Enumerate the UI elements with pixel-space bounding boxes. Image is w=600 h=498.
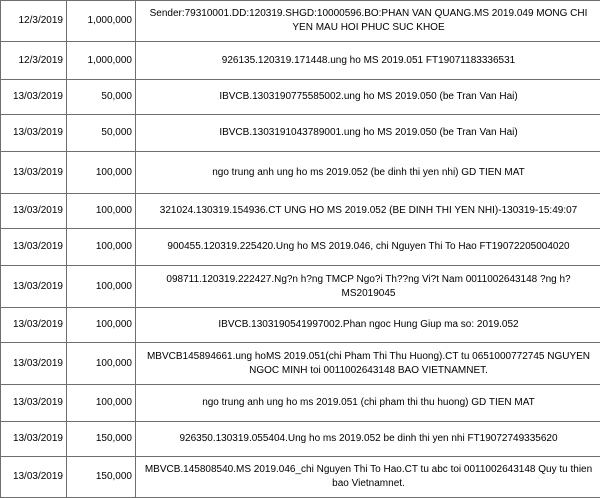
- amount-cell: 100,000: [67, 229, 136, 266]
- description-cell: MBVCB.145808540.MS 2019.046_chi Nguyen Thi To Hao.CT tu abc toi 0011002643148 Quy tu thien bao Vietnamnet.: [136, 457, 600, 498]
- amount-cell: 100,000: [67, 343, 136, 385]
- description-cell: IBVCB.1303190775585002.ung ho MS 2019.050 (be Tran Van Hai): [136, 80, 600, 115]
- date-cell: 13/03/2019: [1, 115, 67, 152]
- table-row: [1, 422, 600, 457]
- table-row: [1, 308, 600, 343]
- date-cell: 12/3/2019: [1, 42, 67, 80]
- description-cell: 321024.130319.154936.CT UNG HO MS 2019.052 (BE DINH THI YEN NHI)-130319-15:49:07: [136, 194, 600, 229]
- amount-cell: 100,000: [67, 194, 136, 229]
- table-row: [1, 42, 600, 80]
- table-row: [1, 1, 600, 42]
- date-cell: 13/03/2019: [1, 385, 67, 422]
- amount-cell: 50,000: [67, 80, 136, 115]
- date-cell: 13/03/2019: [1, 266, 67, 308]
- date-cell: 13/03/2019: [1, 457, 67, 498]
- date-cell: 13/03/2019: [1, 229, 67, 266]
- description-cell: IBVCB.1303190541997002.Phan ngoc Hung Giup ma so: 2019.052: [136, 308, 600, 343]
- amount-cell: 100,000: [67, 266, 136, 308]
- amount-cell: 1,000,000: [67, 42, 136, 80]
- amount-cell: 50,000: [67, 115, 136, 152]
- table-row: [1, 115, 600, 152]
- date-cell: 13/03/2019: [1, 152, 67, 194]
- table-row: [1, 152, 600, 194]
- date-cell: 13/03/2019: [1, 422, 67, 457]
- date-cell: 13/03/2019: [1, 194, 67, 229]
- table-row: [1, 343, 600, 385]
- date-cell: 13/03/2019: [1, 343, 67, 385]
- amount-cell: 100,000: [67, 152, 136, 194]
- table-row: [1, 194, 600, 229]
- table-row: [1, 229, 600, 266]
- date-cell: 13/03/2019: [1, 80, 67, 115]
- description-cell: 926350.130319.055404.Ung ho ms 2019.052 be dinh thi yen nhi FT19072749335620: [136, 422, 600, 457]
- date-cell: 12/3/2019: [1, 1, 67, 42]
- description-cell: IBVCB.1303191043789001.ung ho MS 2019.050 (be Tran Van Hai): [136, 115, 600, 152]
- amount-cell: 100,000: [67, 385, 136, 422]
- amount-cell: 150,000: [67, 457, 136, 498]
- table-row: [1, 80, 600, 115]
- description-cell: ngo trung anh ung ho ms 2019.052 (be dinh thi yen nhi) GD TIEN MAT: [136, 152, 600, 194]
- description-cell: MBVCB145894661.ung hoMS 2019.051(chi Pham Thi Thu Huong).CT tu 0651000772745 NGUYEN NGOC MINH toi 0011002643148 BAO VIETNAMNET.: [136, 343, 600, 385]
- description-cell: 926135.120319.171448.ung ho MS 2019.051 FT19071183336531: [136, 42, 600, 80]
- amount-cell: 150,000: [67, 422, 136, 457]
- table-row: [1, 457, 600, 498]
- description-cell: Sender:79310001.DD:120319.SHGD:10000596.BO:PHAN VAN QUANG.MS 2019.049 MONG CHI YEN MAU HOI PHUC SUC KHOE: [136, 1, 600, 42]
- table-row: [1, 266, 600, 308]
- description-cell: ngo trung anh ung ho ms 2019.051 (chi pham thi thu huong) GD TIEN MAT: [136, 385, 600, 422]
- table-row: [1, 385, 600, 422]
- date-cell: 13/03/2019: [1, 308, 67, 343]
- amount-cell: 100,000: [67, 308, 136, 343]
- amount-cell: 1,000,000: [67, 1, 136, 42]
- description-cell: 900455.120319.225420.Ung ho MS 2019.046, chi Nguyen Thi To Hao FT19072205004020: [136, 229, 600, 266]
- description-cell: 098711.120319.222427.Ng?n h?ng TMCP Ngo?i Th??ng Vi?t Nam 0011002643148 ?ng h? MS2019045: [136, 266, 600, 308]
